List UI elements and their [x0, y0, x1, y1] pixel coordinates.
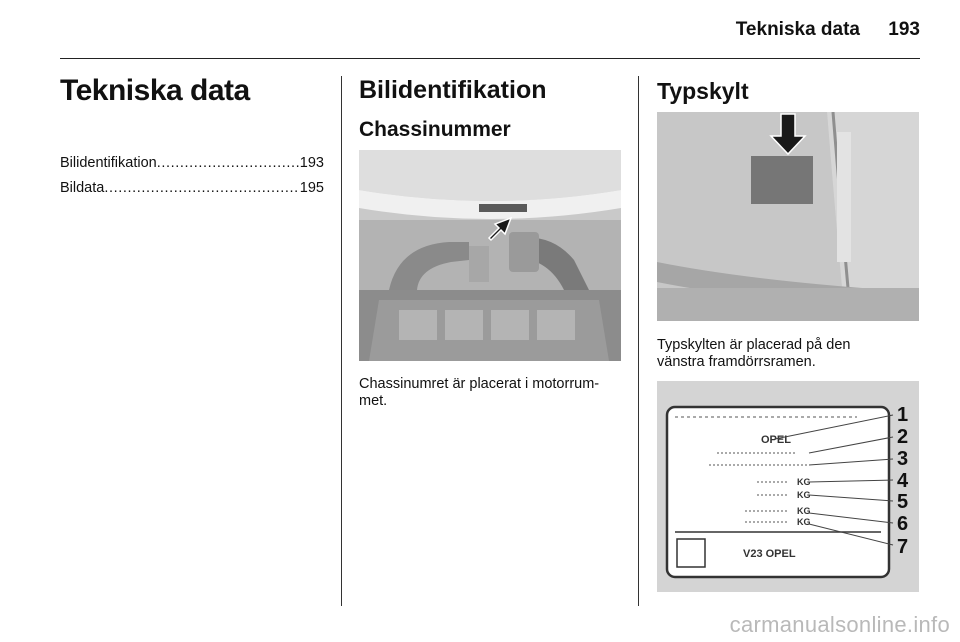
callout-number: 5 [897, 491, 909, 513]
plate-footer: V23 OPEL [743, 548, 796, 560]
running-header-title: Tekniska data [735, 19, 860, 40]
plate-unit: KG [797, 506, 811, 516]
subsection-heading: Chassinummer [359, 118, 511, 141]
section-heading: Typskylt [657, 78, 749, 104]
callout-number: 6 [897, 513, 909, 535]
engine-bay-photo [359, 150, 621, 361]
door-frame-illustration [657, 112, 919, 321]
type-plate-diagram [657, 381, 919, 592]
callout-number: 1 [897, 404, 909, 426]
caption-line: met. [359, 393, 388, 409]
caption-line: Chassinumret är placerat i motorrum- [359, 376, 600, 392]
door-frame-photo [657, 112, 919, 321]
type-plate-caption [657, 337, 927, 371]
callout-number: 2 [897, 426, 909, 448]
toc-leader-dots [157, 151, 300, 176]
plate-unit: KG [797, 490, 811, 500]
plate-unit: KG [797, 517, 811, 527]
watermark: carmanualsonline.info [729, 612, 950, 637]
toc-entry-bilidentifikation[interactable] [60, 151, 324, 176]
engine-bay-illustration [359, 150, 621, 361]
column-divider-1 [341, 76, 342, 606]
page-number: 193 [888, 19, 920, 40]
plate-brand: OPEL [761, 434, 791, 446]
column-divider-2 [638, 76, 639, 606]
caption-line: vänstra framdörrsramen. [657, 354, 816, 370]
toc-entry-bildata[interactable] [60, 176, 324, 201]
toc-entry-page: 195 [299, 180, 324, 196]
chapter-heading: Tekniska data [60, 74, 250, 107]
toc-entry-page: 193 [299, 155, 324, 171]
table-of-contents [60, 151, 324, 201]
callout-number: 7 [897, 536, 909, 558]
plate-unit: KG [797, 477, 811, 487]
callout-number: 3 [897, 448, 909, 470]
engine-bay-caption [359, 376, 629, 410]
toc-entry-label: Bildata [60, 180, 105, 196]
type-plate-illustration [657, 381, 919, 592]
callout-number: 4 [897, 470, 909, 492]
section-heading: Bilidentifikation [359, 76, 547, 104]
caption-line: Typskylten är placerad på den [657, 337, 851, 353]
header-rule [60, 58, 920, 59]
toc-leader-dots [104, 176, 299, 201]
toc-entry-label: Bilidentifikation [60, 155, 157, 171]
